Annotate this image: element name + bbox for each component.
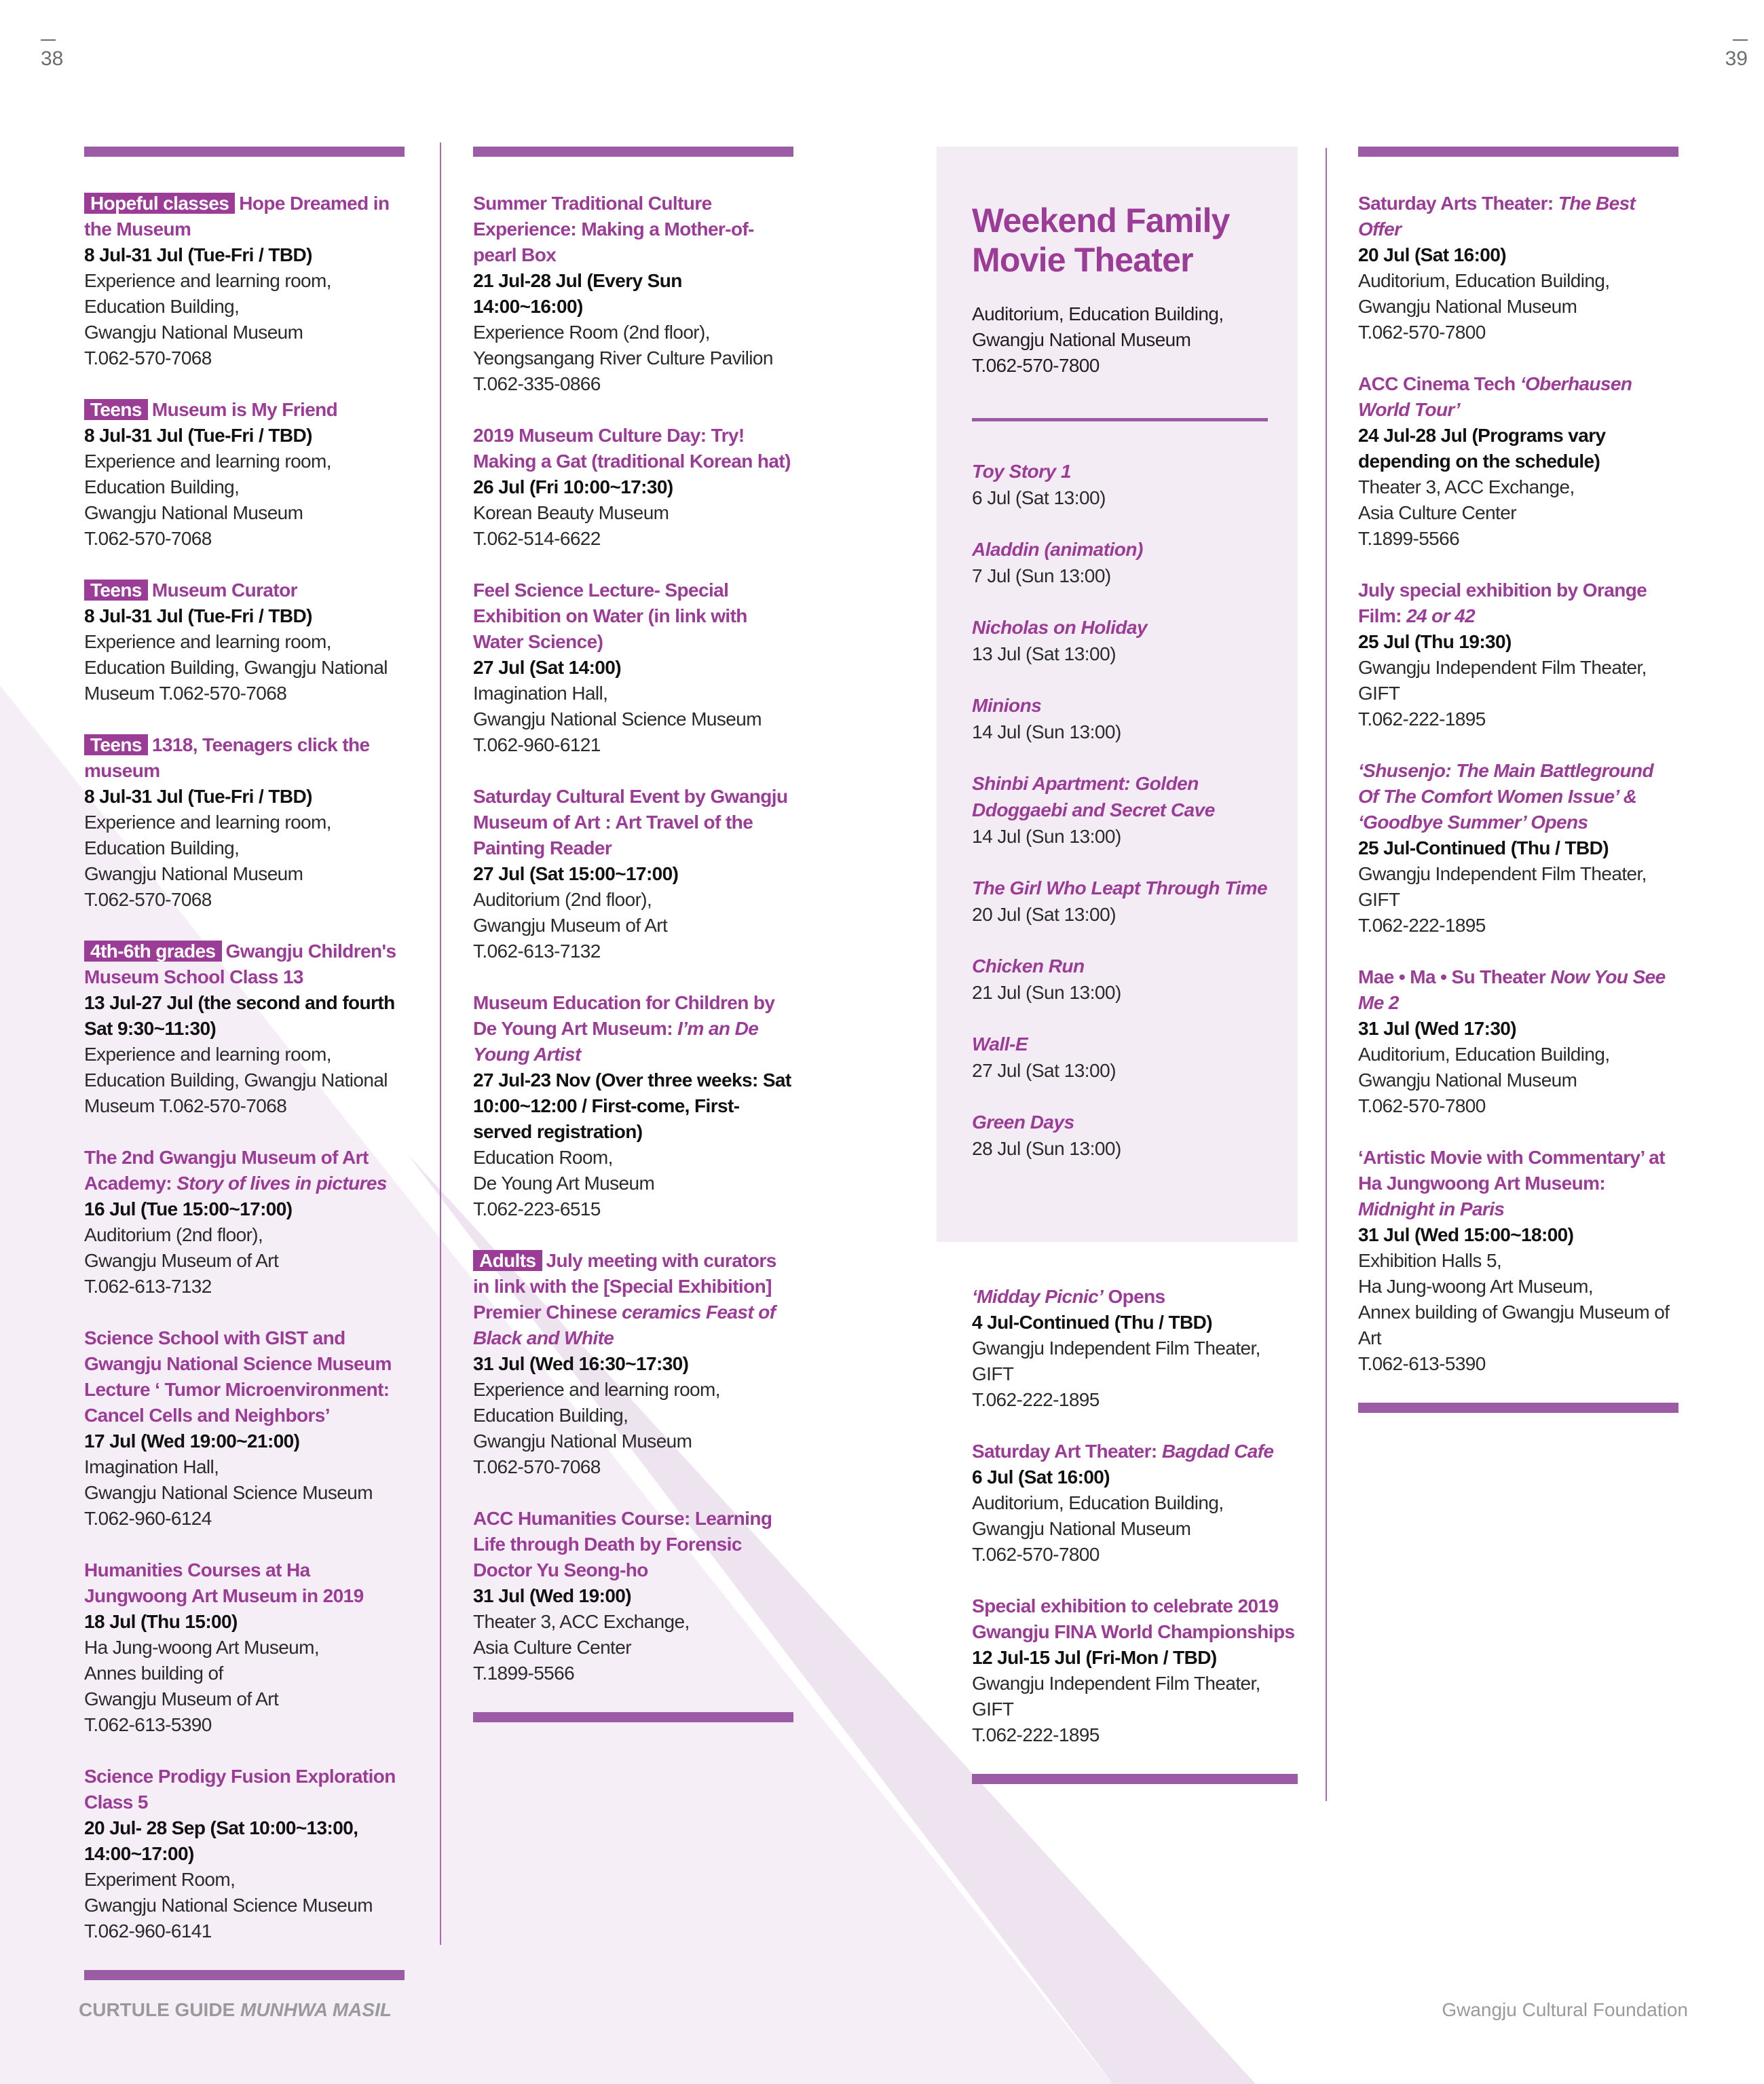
event-venue-line: Auditorium, Education Building, — [1358, 1044, 1610, 1065]
event-title — [972, 1593, 1298, 1645]
page-number-right: 39 — [1725, 39, 1748, 71]
event-venue-line: Ha Jung-woong Art Museum, — [84, 1637, 320, 1658]
category-tag: Adults — [473, 1250, 542, 1271]
movie-title: Nicholas on Holiday — [972, 617, 1148, 638]
movie-item — [972, 692, 1277, 745]
event-venue-line: Experience and learning room, — [84, 1044, 331, 1065]
event-entry — [1358, 964, 1678, 1119]
page-number-left: 38 — [41, 39, 63, 71]
event-entry — [473, 784, 793, 964]
event-title-italic: Midnight in Paris — [1358, 1198, 1505, 1219]
movie-title: Chicken Run — [972, 955, 1085, 977]
venue-line: Auditorium, Education Building, — [972, 303, 1224, 324]
footer-publication — [79, 1999, 392, 2021]
movie-title: Shinbi Apartment: Golden Ddoggaebi and Secret Cave — [972, 773, 1215, 820]
event-title-text: ‘Artistic Movie with Commentary’ at Ha Jungwoong Art Museum: — [1358, 1147, 1665, 1194]
category-tag: Teens — [84, 580, 148, 601]
event-venue-line: T.062-960-6121 — [473, 734, 601, 755]
event-entry — [972, 1284, 1298, 1413]
movie-date: 27 Jul (Sat 13:00) — [972, 1060, 1116, 1081]
event-venue-line: Theater 3, ACC Exchange, — [1358, 476, 1575, 497]
event-venue-line: Asia Culture Center — [1358, 502, 1516, 523]
event-venue-line: Auditorium (2nd floor), — [84, 1224, 263, 1245]
event-date: 16 Jul (Tue 15:00~17:00) — [84, 1198, 293, 1219]
event-venue-line: Auditorium, Education Building, — [972, 1492, 1224, 1513]
event-venue-line: T.062-222-1895 — [972, 1724, 1100, 1745]
event-date: 24 Jul-28 Jul (Programs vary depending on the schedule) — [1358, 425, 1606, 472]
event-title-text: Museum Education for Children by De Young Art Museum: — [473, 992, 775, 1039]
venue-line: T.062-570-7800 — [972, 355, 1100, 376]
event-date: 27 Jul (Sat 15:00~17:00) — [473, 863, 679, 884]
event-title — [473, 191, 793, 268]
event-venue-line: T.062-570-7800 — [1358, 1095, 1486, 1116]
event-title-text: Saturday Art Theater: — [972, 1441, 1162, 1462]
event-venue-line: T.062-570-7800 — [1358, 322, 1486, 343]
event-date: 20 Jul (Sat 16:00) — [1358, 244, 1506, 265]
event-title-italic: Bagdad Cafe — [1161, 1441, 1274, 1462]
event-title-italic: Story of lives in pictures — [176, 1173, 387, 1194]
event-entry — [84, 1145, 405, 1300]
event-entry — [84, 1325, 405, 1532]
box-title: Weekend Family Movie Theater — [972, 202, 1230, 279]
event-venue-line: Experience and learning room, — [84, 812, 331, 833]
event-date: 12 Jul-15 Jul (Fri-Mon / TBD) — [972, 1647, 1217, 1668]
column-bottom-bar — [972, 1774, 1298, 1784]
event-venue-line: Annes building of — [84, 1663, 223, 1684]
column-divider — [440, 143, 441, 1945]
event-venue-line: Gwangju Independent Film Theater, GIFT — [1358, 657, 1647, 704]
event-title-text: Summer Traditional Culture Experience: Making a Mother-of-pearl Box — [473, 193, 754, 265]
movie-date: 28 Jul (Sun 13:00) — [972, 1138, 1121, 1159]
movie-item — [972, 536, 1277, 589]
event-title — [473, 577, 793, 655]
event-date: 31 Jul (Wed 16:30~17:30) — [473, 1353, 689, 1374]
event-venue-line: Gwangju National Museum — [1358, 1069, 1577, 1091]
category-tag: Teens — [84, 734, 148, 755]
event-venue-line: Exhibition Halls 5, — [1358, 1250, 1502, 1271]
event-title — [1358, 577, 1678, 629]
event-title-text: Gwangju Children's Museum School Class 13 — [84, 941, 396, 987]
event-entry — [1358, 758, 1678, 939]
event-venue-line: Gwangju National Museum — [1358, 296, 1577, 317]
event-title — [473, 990, 793, 1067]
box-divider — [972, 418, 1268, 421]
movie-date: 21 Jul (Sun 13:00) — [972, 982, 1121, 1003]
event-entry — [473, 1248, 793, 1480]
column-top-bar — [84, 147, 405, 157]
event-date: 27 Jul (Sat 14:00) — [473, 657, 621, 678]
event-date: 8 Jul-31 Jul (Tue-Fri / TBD) — [84, 605, 312, 626]
event-date: 20 Jul- 28 Sep (Sat 10:00~13:00, 14:00~17:00) — [84, 1817, 358, 1864]
event-title-text: ACC Humanities Course: Learning Life through Death by Forensic Doctor Yu Seong-ho — [473, 1508, 772, 1580]
event-entry — [84, 191, 405, 371]
column-top-bar — [473, 147, 793, 157]
event-venue-line: Gwangju Museum of Art — [84, 1250, 279, 1271]
event-entry — [972, 1593, 1298, 1748]
event-venue-line: Gwangju National Science Museum — [84, 1895, 373, 1916]
event-title — [972, 1439, 1298, 1464]
event-title-text: 2019 Museum Culture Day: Try! Making a Gat (traditional Korean hat) — [473, 425, 791, 472]
event-title — [84, 1145, 405, 1196]
column-top-bar — [1358, 147, 1678, 157]
event-date: 31 Jul (Wed 19:00) — [473, 1585, 631, 1606]
movie-item — [972, 770, 1277, 850]
event-title — [473, 1248, 793, 1351]
event-title — [473, 423, 793, 474]
event-date: 8 Jul-31 Jul (Tue-Fri / TBD) — [84, 786, 312, 807]
event-title — [84, 939, 405, 990]
event-venue-line: T.062-570-7800 — [972, 1544, 1100, 1565]
movie-title: Green Days — [972, 1112, 1074, 1133]
event-title-text: Humanities Courses at Ha Jungwoong Art Museum in 2019 — [84, 1559, 364, 1606]
event-title-text: July special exhibition by Orange Film: — [1358, 580, 1647, 626]
event-venue-line: T.1899-5566 — [473, 1663, 575, 1684]
event-title-italic: ‘Oberhausen World Tour’ — [1358, 373, 1632, 420]
event-venue-line: Gwangju Independent Film Theater, GIFT — [1358, 863, 1647, 910]
event-venue-line: T.062-613-7132 — [84, 1276, 212, 1297]
event-title — [473, 784, 793, 861]
event-title — [1358, 1145, 1678, 1222]
event-date: 25 Jul (Thu 19:30) — [1358, 631, 1512, 652]
event-date: 6 Jul (Sat 16:00) — [972, 1466, 1110, 1488]
event-venue-line: T.062-960-6124 — [84, 1508, 212, 1529]
event-venue-line: Education Building, — [84, 476, 240, 497]
footer-guide-label: CURTULE GUIDE — [79, 1999, 236, 2020]
event-venue-line: Theater 3, ACC Exchange, — [473, 1611, 690, 1632]
event-entry — [84, 732, 405, 913]
event-date: 31 Jul (Wed 17:30) — [1358, 1018, 1516, 1039]
event-title — [1358, 758, 1678, 835]
movie-item — [972, 614, 1277, 667]
event-title — [473, 1506, 793, 1583]
event-title-text: Feel Science Lecture- Special Exhibition on Water (in link with Water Science) — [473, 580, 747, 652]
venue-line: Gwangju National Museum — [972, 329, 1191, 350]
event-title-text: The 2nd Gwangju Museum of Art Academy: — [84, 1147, 369, 1194]
movie-date: 14 Jul (Sun 13:00) — [972, 826, 1121, 847]
event-venue-line: T.062-570-7068 — [84, 347, 212, 368]
column-bottom-bar — [473, 1712, 793, 1722]
event-title-italic: The Best Offer — [1358, 193, 1636, 240]
events-column-2 — [473, 147, 793, 1722]
event-title-italic: ‘Midday Picnic’ — [972, 1286, 1104, 1307]
event-venue-line: Experience and learning room, — [84, 451, 331, 472]
event-venue-line: Education Building, — [84, 837, 240, 858]
event-entry — [84, 1764, 405, 1944]
event-entry — [1358, 577, 1678, 732]
event-venue-line: T.062-613-5390 — [84, 1714, 212, 1735]
event-venue-line: Gwangju Museum of Art — [473, 915, 668, 936]
movie-title: Wall-E — [972, 1034, 1028, 1055]
event-venue-line: Experiment Room, — [84, 1869, 236, 1890]
event-entry — [84, 1557, 405, 1738]
event-title-suffix: Opens — [1103, 1286, 1165, 1307]
event-venue-line: T.062-613-5390 — [1358, 1353, 1486, 1374]
event-title — [84, 191, 405, 242]
event-venue-line: T.062-960-6141 — [84, 1920, 212, 1941]
footer-magazine-name: MUNHWA MASIL — [240, 1999, 392, 2020]
event-title-text: Saturday Arts Theater: — [1358, 193, 1558, 214]
event-title-italic: ‘Shusenjo: The Main Battleground Of The Comfort Women Issue’ & ‘Goodbye Summer’ Opens — [1358, 760, 1654, 833]
event-venue-line: Education Building, Gwangju National — [84, 1069, 388, 1091]
movie-title: Aladdin (animation) — [972, 539, 1143, 560]
movie-date: 7 Jul (Sun 13:00) — [972, 565, 1111, 586]
event-title — [84, 1764, 405, 1815]
event-entry — [473, 577, 793, 758]
event-title-text: Science Prodigy Fusion Exploration Class 5 — [84, 1766, 396, 1813]
event-venue-line: Gwangju Independent Film Theater, GIFT — [972, 1338, 1260, 1384]
column-bottom-bar — [84, 1970, 405, 1980]
event-date: 8 Jul-31 Jul (Tue-Fri / TBD) — [84, 425, 312, 446]
event-title-text: Mae • Ma • Su Theater — [1358, 966, 1551, 987]
event-entry — [473, 990, 793, 1222]
event-title-text: Saturday Cultural Event by Gwangju Museum of Art : Art Travel of the Painting Reader — [473, 786, 788, 858]
event-venue-line: T.062-222-1895 — [1358, 915, 1486, 936]
event-venue-line: T.062-222-1895 — [1358, 708, 1486, 730]
event-entry — [1358, 191, 1678, 345]
event-date: 13 Jul-27 Jul (the second and fourth Sat 9:30~11:30) — [84, 992, 395, 1039]
event-title — [1358, 371, 1678, 423]
event-venue-line: T.062-222-1895 — [972, 1389, 1100, 1410]
weekend-family-movie-theater-box — [937, 147, 1298, 1242]
event-title-text: ACC Cinema Tech — [1358, 373, 1520, 394]
event-venue-line: T.062-514-6622 — [473, 528, 601, 549]
movie-item — [972, 1109, 1277, 1162]
event-date: 31 Jul (Wed 15:00~18:00) — [1358, 1224, 1574, 1245]
event-entry — [1358, 1145, 1678, 1377]
event-date: 17 Jul (Wed 19:00~21:00) — [84, 1431, 300, 1452]
event-title-italic: ceramics Feast of Black and White — [473, 1302, 776, 1348]
event-entry — [84, 939, 405, 1119]
event-venue-line: Experience and learning room, — [84, 270, 331, 291]
footer-publisher: Gwangju Cultural Foundation — [1442, 1999, 1688, 2020]
movie-title: Toy Story 1 — [972, 461, 1071, 482]
event-venue-line: Imagination Hall, — [84, 1456, 219, 1477]
events-column-4 — [1358, 147, 1678, 1413]
event-venue-line: T.062-335-0866 — [473, 373, 601, 394]
event-title — [84, 1557, 405, 1609]
event-venue-line: Gwangju National Science Museum — [473, 708, 762, 730]
movie-item — [972, 953, 1277, 1006]
event-date: 21 Jul-28 Jul (Every Sun 14:00~16:00) — [473, 270, 682, 317]
event-venue-line: Gwangju National Science Museum — [84, 1482, 373, 1503]
event-title-text: Hope Dreamed in the Museum — [84, 193, 390, 240]
events-column-1 — [84, 147, 405, 1980]
event-venue-line: T.062-223-6515 — [473, 1198, 601, 1219]
event-title — [1358, 191, 1678, 242]
event-entry — [972, 1439, 1298, 1568]
event-entry — [84, 397, 405, 552]
event-date: 18 Jul (Thu 15:00) — [84, 1611, 238, 1632]
movie-date: 13 Jul (Sat 13:00) — [972, 643, 1116, 664]
event-venue-line: Gwangju Independent Film Theater, GIFT — [972, 1673, 1260, 1720]
event-title — [1358, 964, 1678, 1016]
event-venue-line: Museum T.062-570-7068 — [84, 1095, 287, 1116]
event-entry — [473, 423, 793, 552]
movie-title: The Girl Who Leapt Through Time — [972, 877, 1268, 898]
movie-item — [972, 1031, 1277, 1084]
event-venue-line: Auditorium (2nd floor), — [473, 889, 652, 910]
event-venue-line: Imagination Hall, — [473, 683, 608, 704]
event-venue-line: Education Room, — [473, 1147, 613, 1168]
movie-date: 6 Jul (Sat 13:00) — [972, 487, 1106, 508]
event-venue-line: Annex building of Gwangju Museum of Art — [1358, 1302, 1670, 1348]
event-venue-line: Yeongsangang River Culture Pavilion — [473, 347, 773, 368]
event-venue-line: Experience Room (2nd floor), — [473, 322, 710, 343]
event-venue-line: Education Building, — [473, 1405, 628, 1426]
event-date: 27 Jul-23 Nov (Over three weeks: Sat 10:00~12:00 / First-come, First-served registration) — [473, 1069, 791, 1142]
column-bottom-bar — [1358, 1403, 1678, 1413]
event-venue-line: Education Building, Gwangju National — [84, 657, 388, 678]
event-date: 26 Jul (Fri 10:00~17:30) — [473, 476, 673, 497]
event-venue-line: Experience and learning room, — [84, 631, 331, 652]
event-venue-line: T.062-613-7132 — [473, 941, 601, 962]
event-title-text: 1318, Teenagers click the museum — [84, 734, 370, 781]
event-title-text: Science School with GIST and Gwangju National Science Museum Lecture ‘ Tumor Microenvironment: Cancel Cells and Neighbors’ — [84, 1327, 392, 1426]
event-venue-line: Museum T.062-570-7068 — [84, 683, 287, 704]
movie-item — [972, 458, 1277, 511]
event-title — [84, 577, 405, 603]
event-date: 25 Jul-Continued (Thu / TBD) — [1358, 837, 1609, 858]
event-venue-line: Ha Jung-woong Art Museum, — [1358, 1276, 1594, 1297]
category-tag: Teens — [84, 399, 148, 420]
event-entry — [1358, 371, 1678, 552]
event-entry — [473, 1506, 793, 1686]
movie-list — [972, 458, 1277, 1162]
movie-date: 14 Jul (Sun 13:00) — [972, 721, 1121, 742]
box-venue — [972, 301, 1264, 379]
event-venue-line: Gwangju National Museum — [84, 502, 303, 523]
movie-item — [972, 875, 1277, 928]
event-venue-line: T.062-570-7068 — [84, 528, 212, 549]
events-column-3 — [972, 1284, 1298, 1784]
column-divider — [1326, 148, 1327, 1801]
event-title-text: Museum is My Friend — [151, 399, 338, 420]
event-venue-line: Auditorium, Education Building, — [1358, 270, 1610, 291]
event-venue-line: Gwangju Museum of Art — [84, 1688, 279, 1709]
event-date: 8 Jul-31 Jul (Tue-Fri / TBD) — [84, 244, 312, 265]
event-title-italic: 24 or 42 — [1406, 605, 1476, 626]
event-entry — [473, 191, 793, 397]
event-title-italic: I’m an De Young Artist — [473, 1018, 759, 1065]
event-venue-line: Experience and learning room, — [473, 1379, 720, 1400]
event-entry — [84, 577, 405, 706]
event-title — [84, 397, 405, 423]
event-title — [972, 1284, 1298, 1310]
event-venue-line: T.062-570-7068 — [473, 1456, 601, 1477]
movie-title: Minions — [972, 695, 1042, 716]
event-title-italic: Now You See Me 2 — [1358, 966, 1666, 1013]
event-venue-line: Education Building, — [84, 296, 240, 317]
event-title — [84, 732, 405, 784]
event-title-text: Museum Curator — [151, 580, 297, 601]
event-title — [84, 1325, 405, 1428]
event-venue-line: Gwangju National Museum — [84, 322, 303, 343]
event-venue-line: T.062-570-7068 — [84, 889, 212, 910]
event-venue-line: Asia Culture Center — [473, 1637, 631, 1658]
event-venue-line: De Young Art Museum — [473, 1173, 655, 1194]
event-date: 4 Jul-Continued (Thu / TBD) — [972, 1312, 1212, 1333]
event-title-text: July meeting with curators in link with the [Special Exhibition] Premier Chinese — [473, 1250, 776, 1323]
event-title-text: Special exhibition to celebrate 2019 Gwangju FINA World Championships — [972, 1595, 1295, 1642]
event-venue-line: Gwangju National Museum — [84, 863, 303, 884]
event-venue-line: Korean Beauty Museum — [473, 502, 669, 523]
event-venue-line: T.1899-5566 — [1358, 528, 1460, 549]
event-venue-line: Gwangju National Museum — [972, 1518, 1191, 1539]
category-tag: Hopeful classes — [84, 193, 235, 214]
event-venue-line: Gwangju National Museum — [473, 1431, 692, 1452]
movie-date: 20 Jul (Sat 13:00) — [972, 904, 1116, 925]
category-tag: 4th-6th grades — [84, 941, 222, 962]
